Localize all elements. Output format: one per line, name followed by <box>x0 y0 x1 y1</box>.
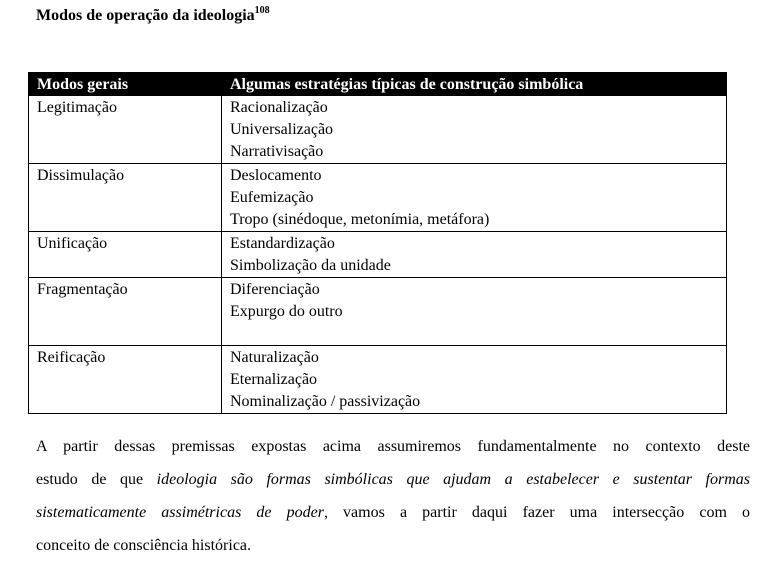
strategies-cell <box>222 96 727 164</box>
strategy-item: Simbolização da unidade <box>230 257 391 274</box>
table-header-row <box>29 73 727 96</box>
strategies-cell <box>222 164 727 232</box>
paragraph-text: , vamos a partir daqui fazer uma intersecção com o <box>323 504 751 521</box>
table-row <box>29 278 727 346</box>
table-row <box>29 164 727 232</box>
strategy-item: Narrativisação <box>230 143 324 160</box>
mode-cell: Fragmentação <box>29 278 222 346</box>
strategies-cell <box>222 346 727 414</box>
paragraph-emphasis: sistematicamente assimétricas de poder <box>36 504 324 521</box>
mode-cell: Dissimulação <box>29 164 222 232</box>
paragraph-line: conceito de consciência histórica. <box>36 537 252 554</box>
table-row <box>29 96 727 164</box>
mode-cell: Reificação <box>29 346 222 414</box>
strategy-item: Estandardização <box>230 235 335 252</box>
paragraph-line <box>36 463 750 496</box>
strategy-item: Nominalização / passivização <box>230 393 421 410</box>
strategy-item: Universalização <box>230 121 334 138</box>
mode-cell: Legitimação <box>29 96 222 164</box>
strategy-item: Eufemização <box>230 189 314 206</box>
paragraph-emphasis: ideologia são formas simbólicas que ajudam a estabelecer e sustentar formas <box>156 471 750 488</box>
table-row <box>29 232 727 278</box>
strategy-item: Naturalização <box>230 349 319 366</box>
strategy-item: Deslocamento <box>230 167 322 184</box>
mode-cell: Unificação <box>29 232 222 278</box>
header-general-modes: Modos gerais <box>29 73 222 96</box>
strategy-item-empty <box>230 323 726 345</box>
strategy-item: Eternalização <box>230 371 318 388</box>
header-strategies: Algumas estratégias típicas de construção simbólica <box>222 73 727 96</box>
strategy-item: Racionalização <box>230 99 328 116</box>
strategies-cell <box>222 232 727 278</box>
ideology-modes-table <box>28 72 727 414</box>
paragraph-line: A partir dessas premissas expostas acima assumiremos fundamentalmente no contexto deste <box>36 438 750 455</box>
heading-title: Modos de operação da ideologia <box>36 7 255 24</box>
strategy-item: Expurgo do outro <box>230 303 343 320</box>
table-row <box>29 346 727 414</box>
paragraph-text: estudo de que <box>36 471 157 488</box>
strategy-item: Diferenciação <box>230 281 320 298</box>
body-paragraph <box>36 430 750 562</box>
paragraph-line <box>36 496 750 529</box>
section-heading <box>36 6 270 26</box>
footnote-marker[interactable]: 108 <box>254 5 270 16</box>
strategy-item: Tropo (sinédoque, metonímia, metáfora) <box>230 211 490 228</box>
strategies-cell <box>222 278 727 346</box>
